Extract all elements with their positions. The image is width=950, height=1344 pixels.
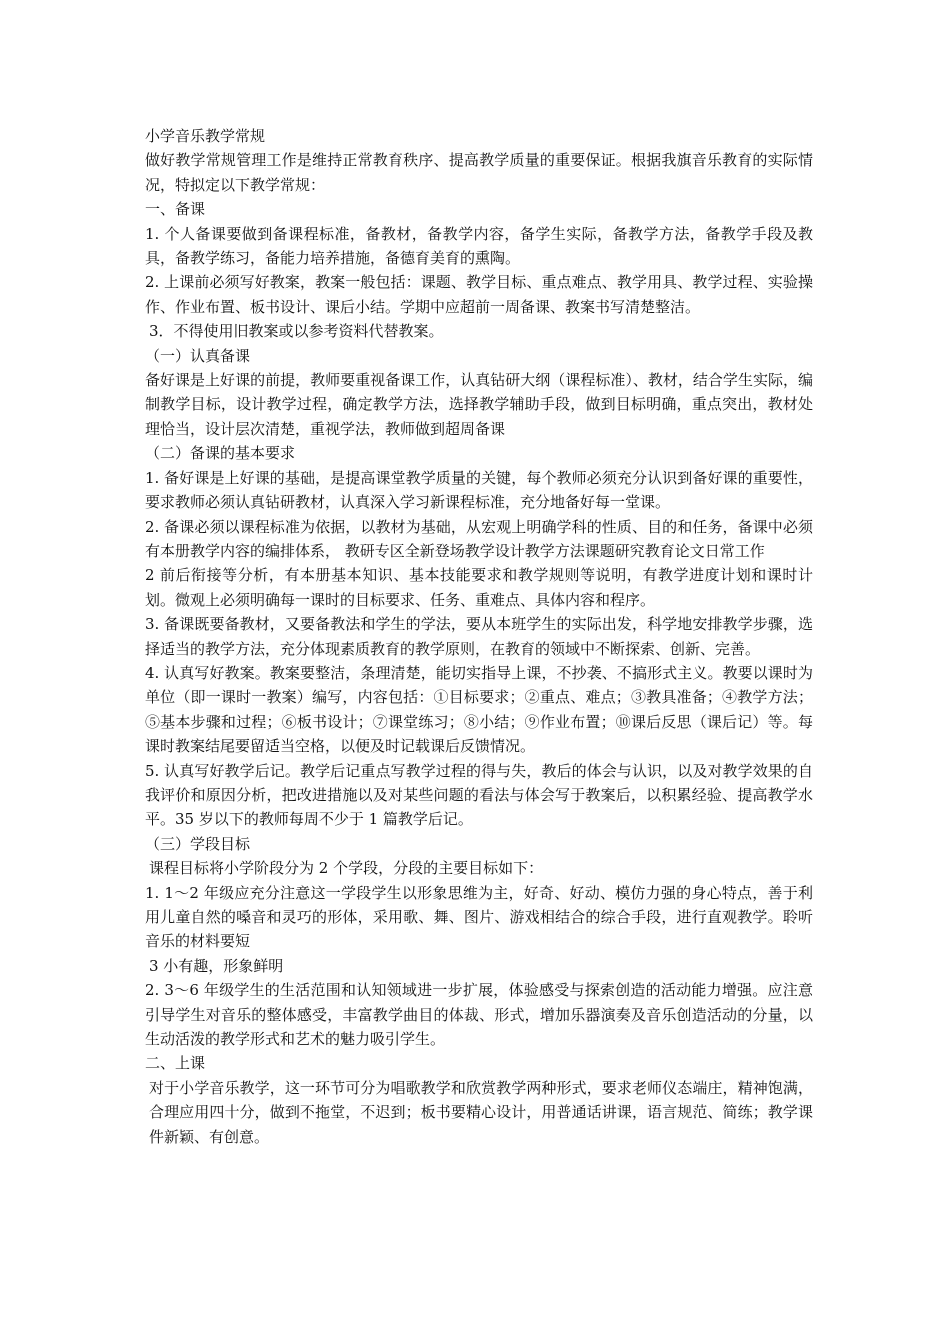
paragraph: 1. 个人备课要做到备课程标准，备教材，备教学内容，备学生实际，备教学方法，备教学手段及教具，备教学练习，备能力培养措施，备德育美育的熏陶。 xyxy=(145,224,813,268)
paragraph: 4. 认真写好教案。教案要整洁，条理清楚，能切实指导上课，不抄袭、不搞形式主义。教要以课时为单位（即一课时一教案）编写，内容包括：①目标要求；②重点、难点；③教具准备；④教学方法；⑤基本步骤和过程；⑥板书设计；⑦课堂练习；⑧小结；⑨作业布置；⑩课后反思（课后记）等。每课时教案结尾要留适当空格，以便及时记载课后反馈情况。 xyxy=(145,663,813,756)
paragraph: 1. 1～2 年级应充分注意这一学段学生以形象思维为主，好奇、好动、模仿力强的身心特点，善于利用儿童自然的嗓音和灵巧的形体，采用歌、舞、图片、游戏相结合的综合手段，进行直观教学。聆听音乐的材料要短 xyxy=(145,883,813,951)
section-heading-lesson-prep: 一、备课 xyxy=(145,200,206,219)
paragraph: 3. 备课既要备教材，又要备教法和学生的学法，要从本班学生的实际出发，科学地安排教学步骤，选择适当的教学方法，充分体现素质教育的教学原则，在教育的领域中不断探索、创新、完善。 xyxy=(145,615,813,658)
section-heading-class: 二、上课 xyxy=(145,1054,206,1073)
subsection-heading: （三）学段目标 xyxy=(145,834,251,853)
document-title: 小学音乐教学常规 xyxy=(145,127,266,145)
paragraph: 课程目标将小学阶段分为 2 个学段，分段的主要目标如下： xyxy=(149,859,544,878)
paragraph: 3 小有趣，形象鲜明 xyxy=(149,956,284,975)
paragraph: 2. 上课前必须写好教案，教案一般包括：课题、教学目标、重点难点、教学用具、教学过程、实验操作、作业布置、板书设计、课后小结。学期中应超前一周备课、教案书写清楚整洁。 xyxy=(145,273,813,316)
paragraph: 2 前后衔接等分析，有本册基本知识、基本技能要求和教学规则等说明，有教学进度计划和课时计划。微观上必须明确每一课时的目标要求、任务、重难点、具体内容和程序。 xyxy=(145,566,813,609)
paragraph: 2. 备课必须以课程标准为依据，以教材为基础，从宏观上明确学科的性质、目的和任务，备课中必须有本册教学内容的编排体系， 教研专区全新登场教学设计教学方法课题研究教育论文日常工作 xyxy=(145,517,813,560)
paragraph: 3．不得使用旧教案或以参考资料代替教案。 xyxy=(149,322,444,341)
document-page xyxy=(145,124,813,1149)
subsection-heading: （一）认真备课 xyxy=(145,346,251,365)
paragraph: 备好课是上好课的前提，教师要重视备课工作，认真钻研大纲（课程标准）、教材，结合学生实际，编制教学目标，设计教学过程，确定教学方法，选择教学辅助手段，做到目标明确，重点突出，教材处理恰当，设计层次清楚，重视学法，教师做到超周备课 xyxy=(145,371,813,438)
subsection-heading: （二）备课的基本要求 xyxy=(145,444,296,463)
intro-paragraph: 做好教学常规管理工作是维持正常教育秩序、提高教学质量的重要保证。根据我旗音乐教育的实际情况，特拟定以下教学常规： xyxy=(145,151,813,194)
paragraph: 5. 认真写好教学后记。教学后记重点写教学过程的得与失，教后的体会与认识，以及对教学效果的自我评价和原因分析，把改进措施以及对某些问题的看法与体会写于教案后，以积累经验、提高教学水平。35 岁以下的教师每周不少于 1 篇教学后记。 xyxy=(145,761,813,829)
paragraph: 对于小学音乐教学，这一环节可分为唱歌教学和欣赏教学两种形式，要求老师仪态端庄，精神饱满，合理应用四十分，做到不拖堂，不迟到；板书要精心设计，用普通话讲课，语言规范、简练；教学课件新颖、有创意。 xyxy=(149,1078,813,1146)
paragraph: 2. 3～6 年级学生的生活范围和认知领域进一步扩展，体验感受与探索创造的活动能力增强。应注意引导学生对音乐的整体感受，丰富教学曲目的体裁、形式，增加乐器演奏及音乐创造活动的分量，以生动活泼的教学形式和艺术的魅力吸引学生。 xyxy=(145,981,813,1049)
paragraph: 1. 备好课是上好课的基础，是提高课堂教学质量的关键，每个教师必须充分认识到备好课的重要性，要求教师必须认真钻研教材，认真深入学习新课程标准，充分地备好每一堂课。 xyxy=(145,468,813,512)
